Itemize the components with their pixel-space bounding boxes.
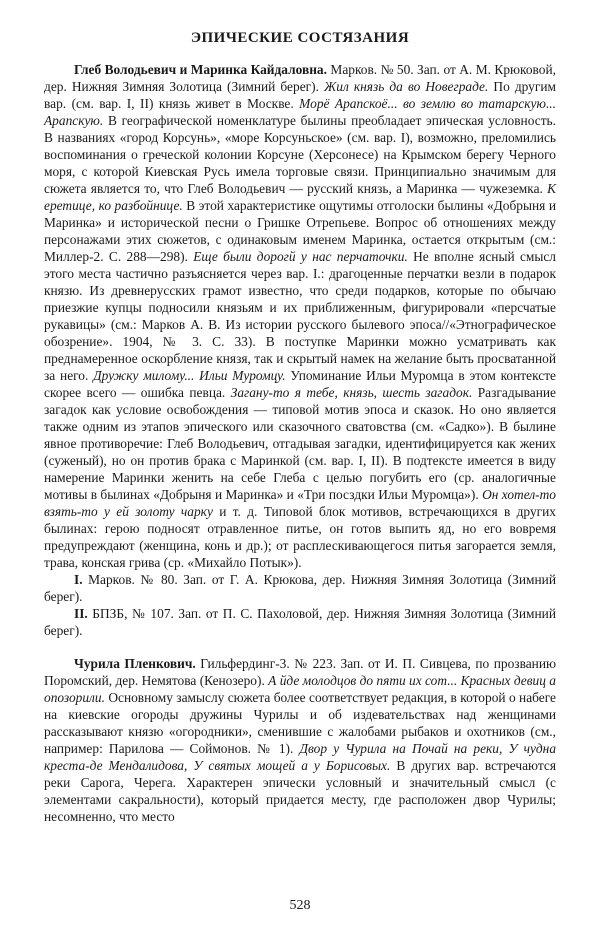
page-content xyxy=(44,30,556,825)
variant-label: I. xyxy=(74,572,83,587)
page-number: 528 xyxy=(289,898,311,913)
entry-text xyxy=(44,62,556,570)
entry-churila-plenkovich xyxy=(44,655,556,825)
entry-gleb-volodyevich xyxy=(44,61,556,639)
italic-quote: Жил князь да во Новеграде. xyxy=(324,79,489,94)
italic-quote: Он хотел-то взять-то у ей золоту чарку xyxy=(44,487,556,519)
text-run: БПЗБ, № 107. Зап. от П. С. Пахоловой, дер. Нижняя Зимняя Золотица (Зимний берег). xyxy=(44,606,556,638)
variant-line xyxy=(44,605,556,639)
text-run: В других вар. встречаются реки Сарога, Черега. Характерен эпически условный и значительный смысл (с элементами сакральности), который придается месту, где расположен двор Чурилы; несомненно, что место xyxy=(44,758,556,824)
italic-quote: Двор у Чурила на Почай на реки, У чудна креста-де Мендалидова, У святых мощей а у Борисовых. xyxy=(44,741,557,773)
text-run: Основному замыслу сюжета более соответствует редакция, в которой о набеге на киевские огороды дружины Чурилы и об издевательствах над женщинами рассказывают князю «огородники», сменившие с жалобами рыбаков и охотников (см., например: Парилова — Соймонов. № 1). xyxy=(44,690,556,756)
italic-quote: А йде молодцов до пяти их сот... Красных девиц а опозорили. xyxy=(44,673,556,705)
page-title: ЭПИЧЕСКИЕ СОСТЯЗАНИЯ xyxy=(190,30,410,46)
italic-quote: Морё Арапскоё... во землю во татарскую... Арапскую. xyxy=(44,96,556,128)
variant-line xyxy=(44,571,556,605)
entry-text xyxy=(44,656,556,824)
italic-quote: Загану-то я тебе, князь, шесть загадок. xyxy=(230,385,473,400)
text-run: Разгадывание загадок как условие освобождения — типовой мотив эпоса и сказок. Но оно является также одним из этапов эпического или сказочного сватовства (см. «Садко»). В былине явное противоречие: Глеб Володьевич, отгадывая загадки, идентифицируется как жених (суженый), но он против брака с Маринкой (см. вар. I, II). В подтексте имеется в виду намерение Маринки женить на себе Глеба с целью погубить его (ср. аналогичные мотивы в былинах «Добрыня и Маринка» и «Три посздки Ильи Муромца»). xyxy=(44,385,556,502)
text-run: В географической номенклатуре былины преобладает эпическая условность. В названиях «город Корсунь», «море Корсуньское» (см. вар. I), возможно, преломились воспоминания о греческой колонии Корсуне (Херсонесе) на Крымском берегу Черного моря, с которой Киевская Русь имела торговые связи. Принципиально значимым для сюжета является то, что Глеб Володьевич — русский князь, а Маринка — чужеземка. xyxy=(44,113,556,196)
italic-quote: К еретице, ко разбойнице. xyxy=(44,181,556,213)
entry-body xyxy=(44,61,556,571)
entry-heading: Чурила Пленкович. xyxy=(74,656,196,671)
text-run: Упоминание Ильи Муромца в этом контексте скорее всего — ошибка певца. xyxy=(44,368,556,400)
text-run: Гильфердинг-3. № 223. Зап. от И. П. Сивцева, по прозванию Поромский, дер. Немятова (Кенозеро). xyxy=(44,656,556,688)
text-run: В этой характеристике ощутимы отголоски былины «Добрыня и Маринка» и исторической песни о Гришке Отрепьеве. Вопрос об отношениях между персонажами этих сюжетов, с одинаковым именем Маринка, остается открытым (см.: Миллер-2. С. 288—298). xyxy=(44,198,556,264)
entry-separator xyxy=(44,639,556,655)
italic-quote: Дружку милому... Ильи Муромцу. xyxy=(93,368,286,383)
entry-heading: Глеб Володьевич и Маринка Кайдаловна. xyxy=(74,62,327,77)
text-run: Марков. № 50. Зап. от А. М. Крюковой, дер. Нижняя Зимняя Золотица (Зимний берег). xyxy=(44,62,556,94)
text-run: и т. д. Типовой блок мотивов, встречающихся в других былинах: герою подносят отравленное питье, он готов выпить яд, но его вовремя предупреждают (женщина, конь и др.); от расплескивающегося питья загорается земля, трава, конская грива (ср. «Михайло Потык»). xyxy=(44,504,556,570)
text-run: Марков. № 80. Зап. от Г. А. Крюкова, дер. Нижняя Зимняя Золотица (Зимний берег). xyxy=(44,572,556,604)
italic-quote: Еще были дорогй у нас перчаточки. xyxy=(193,249,408,264)
text-run: Не вполне ясный смысл этого места частично разъясняется через вар. I.: драгоценные перчатки везли в подарок князю. Из древнерусских грамот известно, что среди подарков, которые по обычаю приезжие купцы подносили князьям и их приближенным, фигурировали «персчатые рукавицы» (см.: Марков А. В. Из истории русского былевого эпоса//«Этнографическое обозрение». 1904, № 3. С. 33). В поступке Маринки можно усматривать как преднамеренное оскорбление князя, так и скрытый намек на желание быть просватанной за него. xyxy=(44,249,556,383)
entry-body xyxy=(44,655,556,825)
variant-label: II. xyxy=(74,606,88,621)
text-run: По другим вар. (см. вар. I, II) князь живет в Москве. xyxy=(44,79,556,111)
